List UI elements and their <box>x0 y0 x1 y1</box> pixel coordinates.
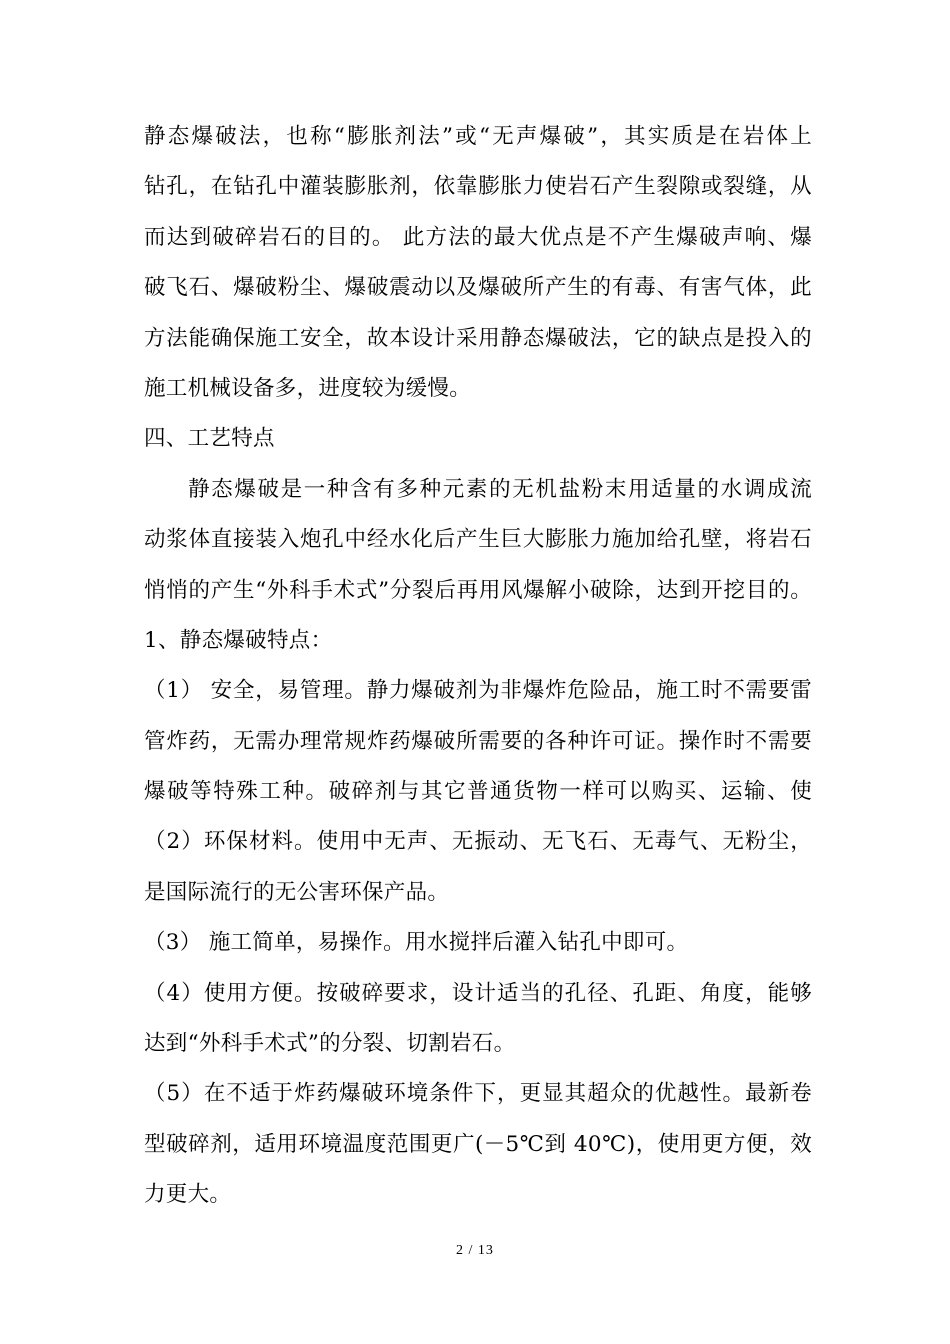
paragraph-line: 悄悄的产生“外科手术式”分裂后再用风爆解小破除，达到开挖目的。 <box>144 577 812 603</box>
paragraph-line: 动浆体直接装入炮孔中经水化后产生巨大膨胀力施加给孔壁，将岩石 <box>144 527 812 553</box>
list-item-line: 力更大。 <box>144 1182 232 1208</box>
paragraph-line: 钻孔，在钻孔中灌装膨胀剂，依靠膨胀力使岩石产生裂隙或裂缝，从 <box>144 174 812 200</box>
list-item-line: 型破碎剂，适用环境温度范围更广(－5℃到 40℃)，使用更方便，效 <box>144 1131 812 1157</box>
paragraph-line: 破飞石、爆破粉尘、爆破震动以及爆破所产生的有毒、有害气体，此 <box>144 275 812 301</box>
list-item-line: （3） 施工简单，易操作。用水搅拌后灌入钻孔中即可。 <box>144 930 689 956</box>
paragraph-line: 静态爆破是一种含有多种元素的无机盐粉末用适量的水调成流 <box>188 476 812 502</box>
list-item-line: （2）环保材料。使用中无声、无振动、无飞石、无毒气、无粉尘， <box>144 829 812 855</box>
paragraph-line: 而达到破碎岩石的目的。 此方法的最大优点是不产生爆破声响、爆 <box>144 224 812 250</box>
document-body <box>144 112 812 1221</box>
subsection-heading: 1、静态爆破特点： <box>144 627 333 653</box>
section-heading: 四、工艺特点 <box>144 426 275 452</box>
page-number: 2 / 13 <box>456 1243 494 1258</box>
list-item-line: （4）使用方便。按破碎要求，设计适当的孔径、孔距、角度，能够 <box>144 980 812 1006</box>
list-item-line: （1） 安全，易管理。静力爆破剂为非爆炸危险品，施工时不需要雷 <box>144 678 812 704</box>
paragraph-line: 方法能确保施工安全，故本设计采用静态爆破法，它的缺点是投入的 <box>144 325 812 351</box>
list-item-line: （5）在不适于炸药爆破环境条件下，更显其超众的优越性。最新卷 <box>144 1081 812 1107</box>
paragraph-line: 静态爆破法，也称“膨胀剂法”或“无声爆破”，其实质是在岩体上 <box>144 124 812 149</box>
list-item-line: 管炸药，无需办理常规炸药爆破所需要的各种许可证。操作时不需要 <box>144 728 812 754</box>
paragraph-line: 施工机械设备多，进度较为缓慢。 <box>144 375 472 401</box>
list-item-line: 达到“外科手术式”的分裂、切割岩石。 <box>144 1031 516 1057</box>
list-item-line: 爆破等特殊工种。破碎剂与其它普通货物一样可以购买、运输、使 <box>144 779 812 805</box>
list-item-line: 是国际流行的无公害环保产品。 <box>144 879 450 905</box>
